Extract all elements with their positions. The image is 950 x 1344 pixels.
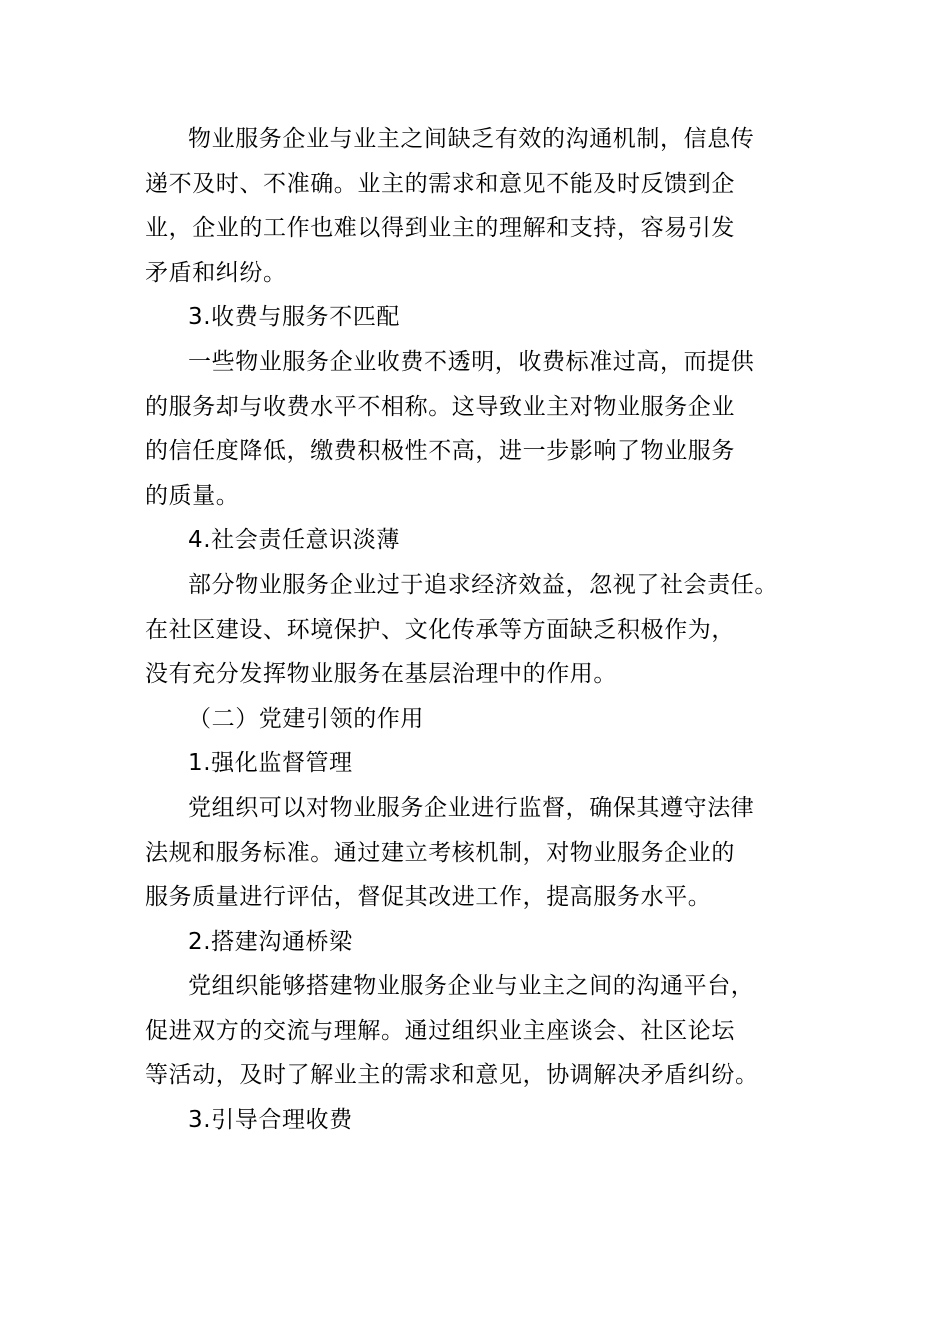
- paragraph-line: 的信任度降低，缴费积极性不高，进一步影响了物业服务: [145, 438, 735, 465]
- paragraph-line: 党组织可以对物业服务企业进行监督，确保其遵守法律: [188, 794, 755, 821]
- paragraph-line: 法规和服务标准。通过建立考核机制，对物业服务企业的: [145, 839, 735, 866]
- paragraph-line: 的质量。: [145, 482, 240, 509]
- paragraph-line: 促进双方的交流与理解。通过组织业主座谈会、社区论坛: [145, 1017, 735, 1044]
- paragraph-line: 党组织能够搭建物业服务企业与业主之间的沟通平台，: [188, 973, 755, 1000]
- paragraph-line: 在社区建设、环境保护、文化传承等方面缺乏积极作为，: [145, 616, 735, 643]
- paragraph-line: 没有充分发挥物业服务在基层治理中的作用。: [145, 661, 617, 688]
- paragraph-line: 的服务却与收费水平不相称。这导致业主对物业服务企业: [145, 393, 735, 420]
- section-heading: 1.强化监督管理: [188, 750, 353, 777]
- paragraph-line: 服务质量进行评估，督促其改进工作，提高服务水平。: [145, 884, 712, 911]
- paragraph-line: 等活动，及时了解业主的需求和意见，协调解决矛盾纠纷。: [145, 1062, 759, 1089]
- document-body: [145, 117, 825, 1143]
- paragraph-line: 部分物业服务企业过于追求经济效益，忽视了社会责任。: [188, 571, 778, 598]
- section-heading: 4.社会责任意识淡薄: [188, 527, 400, 554]
- paragraph-line: 物业服务企业与业主之间缺乏有效的沟通机制，信息传: [188, 126, 755, 152]
- paragraph-line: 递不及时、不准确。业主的需求和意见不能及时反馈到企: [145, 170, 735, 197]
- paragraph-line: 矛盾和纠纷。: [145, 259, 287, 286]
- paragraph-line: 业，企业的工作也难以得到业主的理解和支持，容易引发: [145, 215, 735, 242]
- section-heading: 3.收费与服务不匹配: [188, 304, 400, 331]
- section-heading: 2.搭建沟通桥梁: [188, 928, 353, 955]
- chapter-heading: （二）党建引领的作用: [188, 705, 424, 732]
- section-heading: 3.引导合理收费: [188, 1107, 353, 1134]
- paragraph-line: 一些物业服务企业收费不透明，收费标准过高，而提供: [188, 348, 755, 375]
